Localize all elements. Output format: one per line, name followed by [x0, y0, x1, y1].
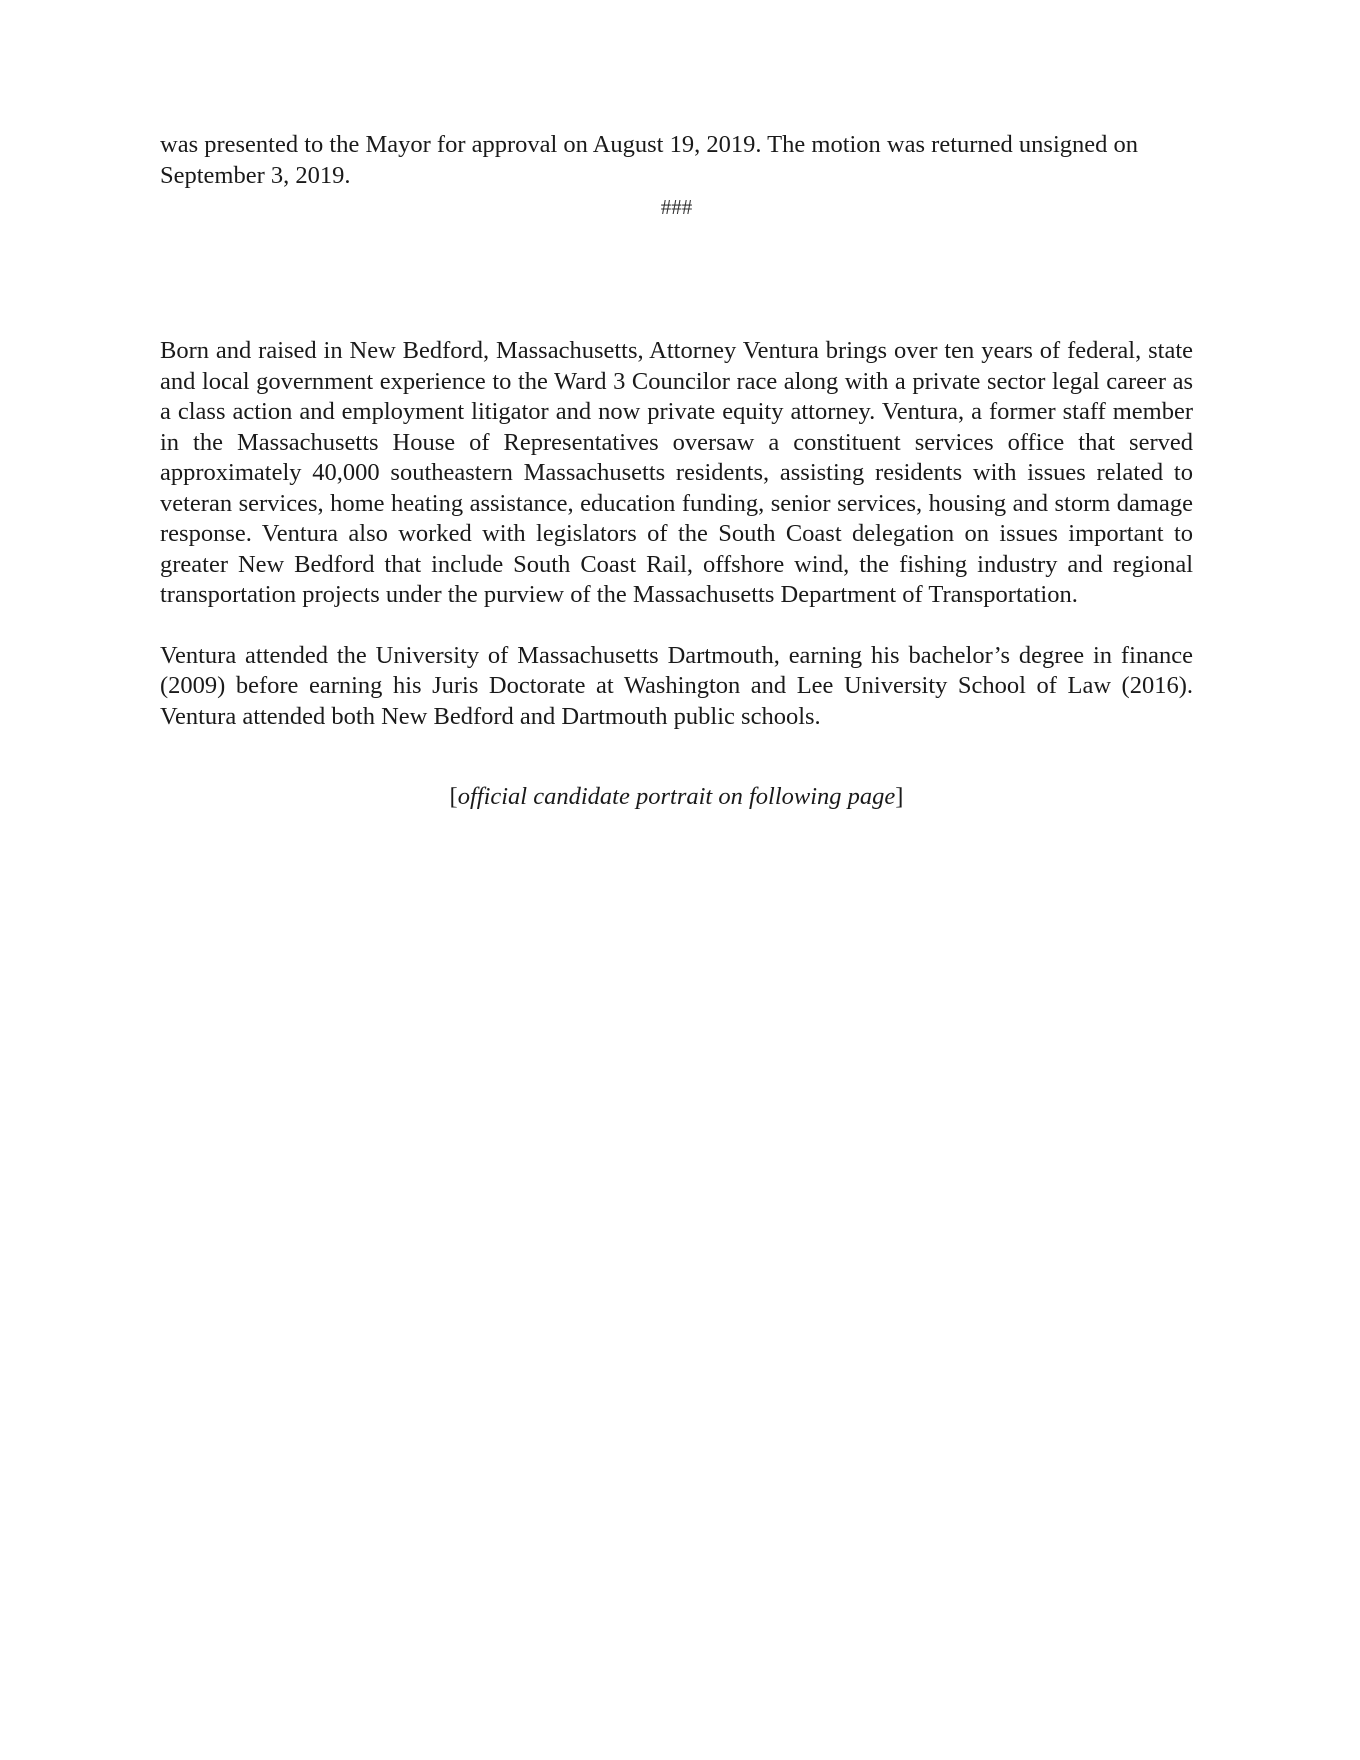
- portrait-note: [160, 782, 1193, 813]
- note-open-bracket: [: [449, 783, 458, 810]
- bio-paragraph: Born and raised in New Bedford, Massachusetts, Attorney Ventura brings over ten years of federal, state and local government experience to the Ward 3 Councilor race along with a private sector legal career as a class action and employment litigator and now private equity attorney. Ventura, a former staff member in the Massachusetts House of Representatives oversaw a constituent services office that served approximately 40,000 southeastern Massachusetts residents, assisting residents with issues related to veteran services, home heating assistance, education funding, senior services, housing and storm damage response. Ventura also worked with legislators of the South Coast delegation on issues important to greater New Bedford that include South Coast Rail, offshore wind, the fishing industry and regional transportation projects under the purview of the Massachusetts Department of Transportation.: [160, 337, 1193, 608]
- document-body: [160, 130, 1193, 837]
- opening-paragraph: was presented to the Mayor for approval on August 19, 2019. The motion was returned unsigned on September 3, 2019.: [160, 131, 1139, 189]
- note-text: official candidate portrait on following page: [457, 783, 896, 810]
- note-close-bracket: ]: [895, 783, 904, 810]
- education-paragraph: Ventura attended the University of Massachusetts Dartmouth, earning his bachelor’s degree in finance (2009) before earning his Juris Doctorate at Washington and Lee University School of Law (2016). Ventura attended both New Bedford and Dartmouth public schools.: [160, 641, 1193, 730]
- section-separator: ###: [660, 195, 693, 219]
